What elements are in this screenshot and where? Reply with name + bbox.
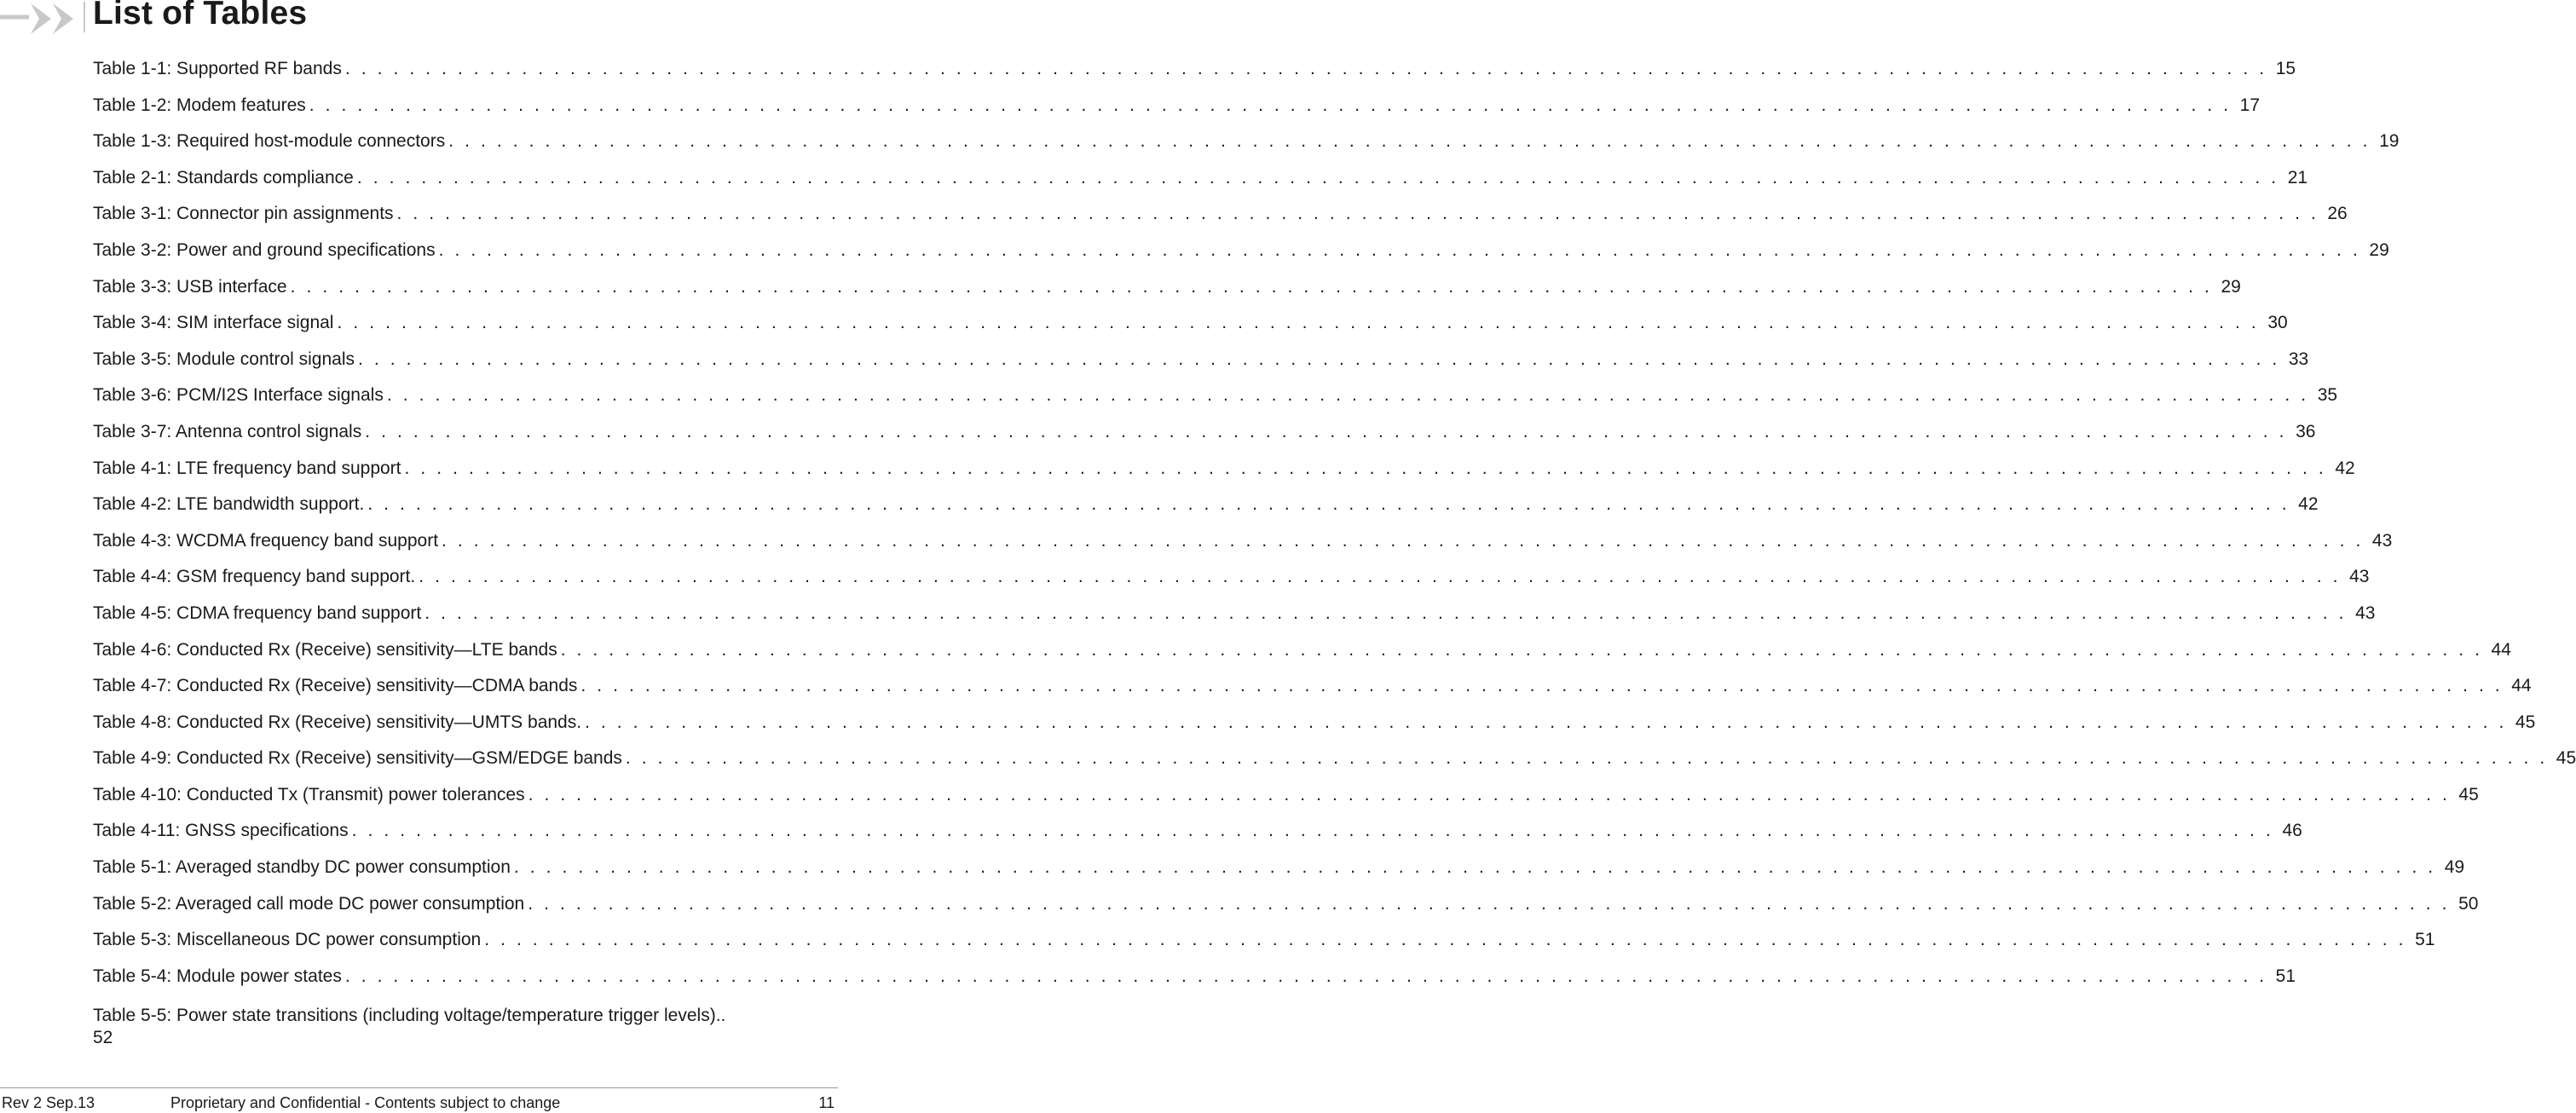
toc-entry-page: 45 — [2556, 748, 2576, 769]
toc-entry-label: Table 3-2: Power and ground specifications — [93, 239, 436, 260]
toc-entry[interactable] — [93, 818, 2302, 855]
toc-entry-leader: . . . . . . . . . . . . . . . . . . . . . . . . . . . . . . . . . . . . . . . . . . . . . . . . . . . . . . . . . . . . . . . . . . . . . . . . . . . . . . . . . . . . . . . . . . . . . . . . . . . . . . . . . . . . . . . . . . . . . . . . — [344, 966, 2267, 986]
toc-entry-label: Table 5-4: Module power states — [93, 966, 342, 986]
toc-entry-leader: . . . . . . . . . . . . . . . . . . . . . . . . . . . . . . . . . . . . . . . . . . . . . . . . . . . . . . . . . . . . . . . . . . . . . . . . . . . . . . . . . . . . . . . . . . . . . . . . . . . . . . . . . . . . . . . . . . . . . . . . — [356, 167, 2279, 187]
footer-confidentiality: Proprietary and Confidential - Contents subject to change — [170, 1094, 561, 1111]
toc-entry-page: 45 — [2515, 712, 2536, 732]
toc-entry-label: Table 4-11: GNSS specifications — [93, 821, 349, 841]
toc-entry-page: 42 — [2335, 458, 2355, 478]
toc-entry-leader: . — [720, 1006, 729, 1026]
toc-entry-page: 26 — [2327, 204, 2348, 224]
toc-entry-label: Table 1-1: Supported RF bands — [93, 59, 342, 78]
toc-entry[interactable] — [93, 782, 2479, 819]
toc-entry-label: Table 1-2: Modem features — [93, 95, 306, 115]
toc-entry-leader: . . . . . . . . . . . . . . . . . . . . . . . . . . . . . . . . . . . . . . . . . . . . . . . . . . . . . . . . . . . . . . . . . . . . . . . . . . . . . . . . . . . . . . . . . . . . . . . . . . . . . . . . . . . . . . . . . . . . . . . . — [528, 784, 2451, 804]
toc-entry[interactable] — [93, 855, 2465, 891]
footer-revision: Rev 2 Sep.13 — [2, 1094, 95, 1111]
page-title: List of Tables — [93, 0, 308, 32]
toc-entry-leader: . . . . . . . . . . . . . . . . . . . . . . . . . . . . . . . . . . . . . . . . . . . . . . . . . . . . . . . . . . . . . . . . . . . . . . . . . . . . . . . . . . . . . . . . . . . . . . . . . . . . . . . . . . . . . . . . . . . . . . . . — [358, 349, 2280, 369]
toc-entry-page: 43 — [2355, 603, 2376, 623]
toc-entry-page: 43 — [2349, 567, 2370, 587]
toc-entry[interactable] — [93, 310, 2288, 347]
toc-entry-leader: . . . . . . . . . . . . . . . . . . . . . . . . . . . . . . . . . . . . . . . . . . . . . . . . . . . . . . . . . . . . . . . . . . . . . . . . . . . . . . . . . . . . . . . . . . . . . . . . . . . . . . . . . . . . . . . . . . . . . . . . — [580, 676, 2504, 696]
toc-entry-leader: . . . . . . . . . . . . . . . . . . . . . . . . . . . . . . . . . . . . . . . . . . . . . . . . . . . . . . . . . . . . . . . . . . . . . . . . . . . . . . . . . . . . . . . . . . . . . . . . . . . . . . . . . . . . . . . . . . . . . . . . — [442, 530, 2364, 551]
footer-page-number: 11 — [818, 1094, 835, 1111]
toc-entry[interactable] — [93, 165, 2308, 202]
toc-entry-leader: . . . . . . . . . . . . . . . . . . . . . . . . . . . . . . . . . . . . . . . . . . . . . . . . . . . . . . . . . . . . . . . . . . . . . . . . . . . . . . . . . . . . . . . . . . . . . . . . . . . . . . . . . . . . . . . . . . . . . . . . — [309, 95, 2232, 115]
toc-entry-label: Table 3-1: Connector pin assignments — [93, 204, 394, 224]
toc-entry-leader: . . . . . . . . . . . . . . . . . . . . . . . . . . . . . . . . . . . . . . . . . . . . . . . . . . . . . . . . . . . . . . . . . . . . . . . . . . . . . . . . . . . . . . . . . . . . . . . . . . . . . . . . . . . . . . . . . . . . . . . . — [425, 603, 2348, 623]
toc-entry-label: Table 3-3: USB interface — [93, 276, 287, 297]
toc-entry-leader: . . . . . . . . . . . . . . . . . . . . . . . . . . . . . . . . . . . . . . . . . . . . . . . . . . . . . . . . . . . . . . . . . . . . . . . . . . . . . . . . . . . . . . . . . . . . . . . . . . . . . . . . . . . . . . . . . . . . . . . . — [365, 421, 2288, 441]
toc-entry-leader: . . . . . . . . . . . . . . . . . . . . . . . . . . . . . . . . . . . . . . . . . . . . . . . . . . . . . . . . . . . . . . . . . . . . . . . . . . . . . . . . . . . . . . . . . . . . . . . . . . . . . . . . . . . . . . . . . . . . . . . . — [585, 712, 2507, 732]
toc-entry-page: 15 — [2275, 59, 2296, 78]
toc-entry-leader: . . . . . . . . . . . . . . . . . . . . . . . . . . . . . . . . . . . . . . . . . . . . . . . . . . . . . . . . . . . . . . . . . . . . . . . . . . . . . . . . . . . . . . . . . . . . . . . . . . . . . . . . . . . . . . . . . . . . . . . . — [290, 276, 2213, 297]
toc-entry-label: Table 4-6: Conducted Rx (Receive) sensitivity—LTE bands — [93, 639, 557, 660]
toc-entry-page: 49 — [2444, 857, 2465, 878]
toc-entry-label: Table 4-8: Conducted Rx (Receive) sensitivity—UMTS bands. — [93, 712, 582, 732]
toc-entry[interactable] — [93, 964, 2296, 1001]
toc-entry-label: Table 5-1: Averaged standby DC power consumption — [93, 857, 511, 878]
toc-entry-label: Table 5-3: Miscellaneous DC power consumption — [93, 930, 482, 950]
toc-entry-label: Table 4-1: LTE frequency band support — [93, 458, 401, 478]
toc-entry-label: Table 4-10: Conducted Tx (Transmit) power tolerances — [93, 784, 525, 804]
toc-entry[interactable] — [93, 456, 2355, 493]
toc-entry-leader: . . . . . . . . . . . . . . . . . . . . . . . . . . . . . . . . . . . . . . . . . . . . . . . . . . . . . . . . . . . . . . . . . . . . . . . . . . . . . . . . . . . . . . . . . . . . . . . . . . . . . . . . . . . . . . . . . . . . . . . . — [396, 204, 2319, 224]
toc-entry-label: Table 5-2: Averaged call mode DC power consumption — [93, 893, 525, 914]
toc-entry-label: Table 2-1: Standards compliance — [93, 167, 354, 187]
double-chevron-logo-icon — [0, 2, 94, 37]
toc-entry-leader: . . . . . . . . . . . . . . . . . . . . . . . . . . . . . . . . . . . . . . . . . . . . . . . . . . . . . . . . . . . . . . . . . . . . . . . . . . . . . . . . . . . . . . . . . . . . . . . . . . . . . . . . . . . . . . . . . . . . . . . . — [528, 893, 2451, 914]
toc-entry-page: 35 — [2317, 385, 2338, 406]
toc-entry-label: Table 4-3: WCDMA frequency band support — [93, 530, 439, 551]
toc-entry-label: Table 1-3: Required host-module connectors — [93, 131, 446, 152]
toc-entry[interactable] — [93, 383, 2338, 419]
toc-entry-page: 29 — [2221, 276, 2241, 297]
toc-entry-leader: . . . . . . . . . . . . . . . . . . . . . . . . . . . . . . . . . . . . . . . . . . . . . . . . . . . . . . . . . . . . . . . . . . . . . . . . . . . . . . . . . . . . . . . . . . . . . . . . . . . . . . . . . . . . . . . . . . . . . . . . — [484, 930, 2407, 950]
toc-entry[interactable] — [93, 492, 2319, 528]
toc-entry-label: Table 4-4: GSM frequency band support. — [93, 567, 416, 587]
toc-entry-page: 19 — [2379, 131, 2400, 152]
toc-entry-label: Table 4-5: CDMA frequency band support — [93, 603, 422, 623]
toc-entry-label: Table 5-5: Power state transitions (including voltage/temperature trigger levels). — [93, 1006, 721, 1026]
toc-entry-wrapped[interactable] — [93, 1005, 838, 1049]
toc-entry-page: 46 — [2282, 821, 2302, 841]
list-of-tables — [93, 56, 2576, 1049]
toc-entry-leader: . . . . . . . . . . . . . . . . . . . . . . . . . . . . . . . . . . . . . . . . . . . . . . . . . . . . . . . . . . . . . . . . . . . . . . . . . . . . . . . . . . . . . . . . . . . . . . . . . . . . . . . . . . . . . . . . . . . . . . . . — [625, 748, 2548, 769]
toc-entry-page: 17 — [2239, 95, 2260, 115]
toc-entry-label: Table 4-7: Conducted Rx (Receive) sensitivity—CDMA bands — [93, 676, 578, 696]
toc-entry[interactable] — [93, 637, 2511, 674]
toc-entry-page: 21 — [2287, 167, 2308, 187]
toc-entry-page: 51 — [2415, 930, 2435, 950]
toc-entry-page: 45 — [2458, 784, 2479, 804]
toc-entry-leader: . . . . . . . . . . . . . . . . . . . . . . . . . . . . . . . . . . . . . . . . . . . . . . . . . . . . . . . . . . . . . . . . . . . . . . . . . . . . . . . . . . . . . . . . . . . . . . . . . . . . . . . . . . . . . . . . . . . . . . . . — [337, 313, 2260, 333]
toc-entry-page: 30 — [2267, 313, 2288, 333]
toc-entry-label: Table 4-9: Conducted Rx (Receive) sensitivity—GSM/EDGE bands — [93, 748, 622, 769]
toc-entry-leader: . . . . . . . . . . . . . . . . . . . . . . . . . . . . . . . . . . . . . . . . . . . . . . . . . . . . . . . . . . . . . . . . . . . . . . . . . . . . . . . . . . . . . . . . . . . . . . . . . . . . . . . . . . . . . . . . . . . . . . . . — [560, 639, 2483, 660]
toc-entry-label: Table 3-7: Antenna control signals — [93, 421, 362, 441]
toc-entry[interactable] — [93, 201, 2348, 238]
toc-entry-page: 51 — [2275, 966, 2296, 986]
toc-entry[interactable] — [93, 419, 2316, 456]
toc-entry-page: 42 — [2298, 494, 2319, 515]
toc-entry[interactable] — [93, 347, 2309, 383]
toc-entry-leader: . . . . . . . . . . . . . . . . . . . . . . . . . . . . . . . . . . . . . . . . . . . . . . . . . . . . . . . . . . . . . . . . . . . . . . . . . . . . . . . . . . . . . . . . . . . . . . . . . . . . . . . . . . . . . . . . . . . . . . . . — [344, 59, 2267, 78]
toc-entry-label: Table 3-4: SIM interface signal — [93, 313, 334, 333]
toc-entry-page: 33 — [2288, 349, 2309, 369]
toc-entry[interactable] — [93, 746, 2576, 782]
toc-entry-leader: . . . . . . . . . . . . . . . . . . . . . . . . . . . . . . . . . . . . . . . . . . . . . . . . . . . . . . . . . . . . . . . . . . . . . . . . . . . . . . . . . . . . . . . . . . . . . . . . . . . . . . . . . . . . . . . . . . . . . . . . — [419, 567, 2342, 587]
toc-entry-leader: . . . . . . . . . . . . . . . . . . . . . . . . . . . . . . . . . . . . . . . . . . . . . . . . . . . . . . . . . . . . . . . . . . . . . . . . . . . . . . . . . . . . . . . . . . . . . . . . . . . . . . . . . . . . . . . . . . . . . . . . — [404, 458, 2327, 478]
toc-entry[interactable] — [93, 93, 2260, 130]
toc-entry[interactable] — [93, 891, 2479, 928]
toc-entry[interactable] — [93, 238, 2389, 274]
toc-entry[interactable] — [93, 927, 2435, 964]
toc-entry[interactable] — [93, 673, 2532, 710]
toc-entry-page: 36 — [2296, 421, 2316, 441]
toc-entry-leader: . . . . . . . . . . . . . . . . . . . . . . . . . . . . . . . . . . . . . . . . . . . . . . . . . . . . . . . . . . . . . . . . . . . . . . . . . . . . . . . . . . . . . . . . . . . . . . . . . . . . . . . . . . . . . . . . . . . . . . . . — [386, 385, 2309, 406]
toc-entry-page: 43 — [2371, 530, 2393, 551]
toc-entry-page: 44 — [2491, 639, 2511, 660]
toc-entry-page: 50 — [2458, 893, 2479, 914]
toc-entry-label: Table 4-2: LTE bandwidth support. — [93, 494, 365, 515]
toc-entry[interactable] — [93, 601, 2376, 637]
toc-entry[interactable] — [93, 710, 2536, 747]
toc-entry-page: 52 — [93, 1028, 113, 1048]
toc-entry[interactable] — [93, 528, 2393, 565]
toc-entry-page: 44 — [2511, 676, 2532, 696]
toc-entry-label: Table 3-5: Module control signals — [93, 349, 355, 369]
toc-entry-leader: . . . . . . . . . . . . . . . . . . . . . . . . . . . . . . . . . . . . . . . . . . . . . . . . . . . . . . . . . . . . . . . . . . . . . . . . . . . . . . . . . . . . . . . . . . . . . . . . . . . . . . . . . . . . . . . . . . . . . . . . — [438, 239, 2361, 260]
toc-entry[interactable] — [93, 274, 2241, 311]
toc-entry-leader: . . . . . . . . . . . . . . . . . . . . . . . . . . . . . . . . . . . . . . . . . . . . . . . . . . . . . . . . . . . . . . . . . . . . . . . . . . . . . . . . . . . . . . . . . . . . . . . . . . . . . . . . . . . . . . . . . . . . . . . . — [367, 494, 2290, 515]
toc-entry[interactable] — [93, 129, 2400, 165]
toc-entry-label: Table 3-6: PCM/I2S Interface signals — [93, 385, 384, 406]
toc-entry-leader: . . . . . . . . . . . . . . . . . . . . . . . . . . . . . . . . . . . . . . . . . . . . . . . . . . . . . . . . . . . . . . . . . . . . . . . . . . . . . . . . . . . . . . . . . . . . . . . . . . . . . . . . . . . . . . . . . . . . . . . . — [448, 131, 2371, 152]
toc-entry[interactable] — [93, 56, 2296, 93]
footer-rule — [0, 1087, 838, 1088]
toc-entry-leader: . . . . . . . . . . . . . . . . . . . . . . . . . . . . . . . . . . . . . . . . . . . . . . . . . . . . . . . . . . . . . . . . . . . . . . . . . . . . . . . . . . . . . . . . . . . . . . . . . . . . . . . . . . . . . . . . . . . . . . . . — [351, 821, 2274, 841]
toc-entry-page: 29 — [2369, 239, 2389, 260]
toc-entry-leader: . . . . . . . . . . . . . . . . . . . . . . . . . . . . . . . . . . . . . . . . . . . . . . . . . . . . . . . . . . . . . . . . . . . . . . . . . . . . . . . . . . . . . . . . . . . . . . . . . . . . . . . . . . . . . . . . . . . . . . . . — [513, 857, 2436, 878]
toc-entry[interactable] — [93, 564, 2370, 601]
